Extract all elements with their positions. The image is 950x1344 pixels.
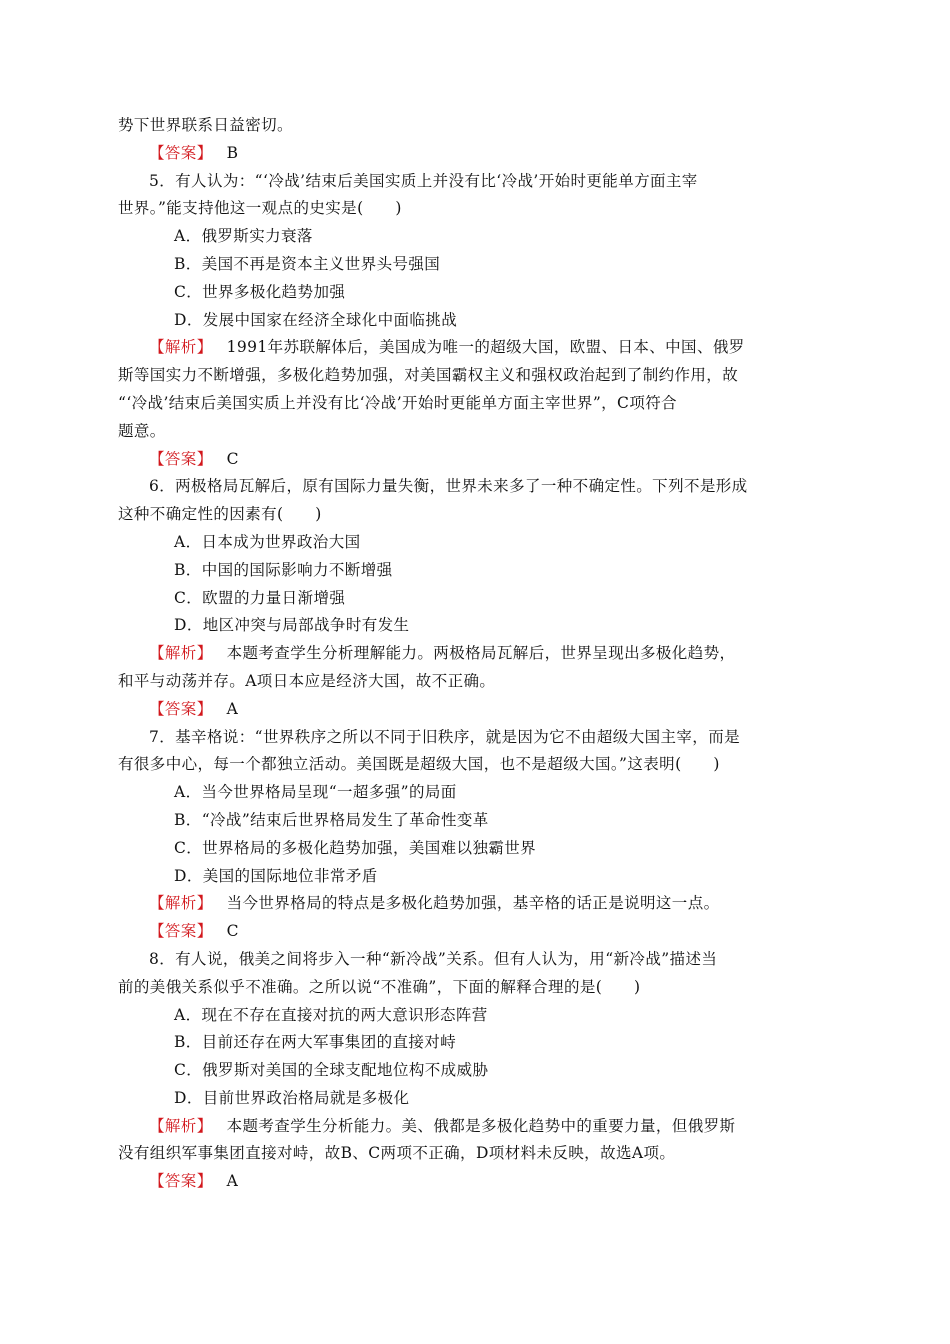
option-b: B．中国的国际影响力不断增强 xyxy=(174,560,393,579)
analysis-text: 本题考查学生分析理解能力。两极格局瓦解后，世界呈现出多极化趋势， xyxy=(226,644,736,663)
analysis-text: 本题考查学生分析能力。美、俄都是多极化趋势中的重要力量，但俄罗斯 xyxy=(226,1116,736,1135)
analysis-text: 题意。 xyxy=(118,421,166,440)
option-a: A．现在不存在直接对抗的两大意识形态阵营 xyxy=(174,1005,488,1024)
answer-value: C xyxy=(226,922,239,941)
answer-tag: 【答案】 xyxy=(149,143,213,162)
document-page xyxy=(118,112,808,1196)
option-c: C．世界格局的多极化趋势加强，美国难以独霸世界 xyxy=(174,838,537,857)
answer-4 xyxy=(118,140,808,168)
option-d: D．目前世界政治格局就是多极化 xyxy=(174,1088,410,1107)
answer-value: A xyxy=(226,699,239,718)
option-b: B．美国不再是资本主义世界头号强国 xyxy=(174,254,441,273)
option-b: B．目前还存在两大军事集团的直接对峙 xyxy=(174,1033,457,1052)
answer xyxy=(118,1168,808,1196)
question-5 xyxy=(118,168,808,474)
question-stem: 有很多中心，每一个都独立活动。美国既是超级大国，也不是超级大国。”这表明( ) xyxy=(118,755,720,774)
lead-line: 势下世界联系日益密切。 xyxy=(118,116,293,134)
answer xyxy=(118,696,808,724)
question-stem: 5．有人认为：“‘冷战’结束后美国实质上并没有比‘冷战’开始时更能单方面主宰 xyxy=(149,171,698,190)
analysis-tag: 【解析】 xyxy=(149,894,213,913)
question-stem: 这种不确定性的因素有( ) xyxy=(118,505,322,524)
answer xyxy=(118,918,808,946)
answer-tag: 【答案】 xyxy=(149,922,213,941)
analysis-tag: 【解析】 xyxy=(149,1116,213,1135)
answer-tag: 【答案】 xyxy=(149,449,213,468)
analysis-text: 斯等国实力不断增强，多极化趋势加强，对美国霸权主义和强权政治起到了制约作用，故 xyxy=(118,366,739,385)
analysis xyxy=(118,640,808,668)
option-c: C．俄罗斯对美国的全球支配地位构不成威胁 xyxy=(174,1061,489,1080)
analysis xyxy=(118,890,808,918)
answer-tag: 【答案】 xyxy=(149,699,213,718)
option-d: D．美国的国际地位非常矛盾 xyxy=(174,866,378,885)
option-a: A．日本成为世界政治大国 xyxy=(174,532,361,551)
option-a: A．俄罗斯实力衰落 xyxy=(174,227,313,246)
question-stem: 前的美俄关系似乎不准确。之所以说“不准确”，下面的解释合理的是( ) xyxy=(118,977,641,996)
answer xyxy=(118,446,808,474)
question-6 xyxy=(118,473,808,723)
question-stem: 7．基辛格说：“世界秩序之所以不同于旧秩序，就是因为它不由超级大国主宰，而是 xyxy=(149,727,740,746)
option-d: D．发展中国家在经济全球化中面临挑战 xyxy=(174,310,458,329)
answer-value: A xyxy=(226,1172,239,1191)
analysis xyxy=(118,1113,808,1141)
analysis-text: 1991年苏联解体后，美国成为唯一的超级大国，欧盟、日本、中国、俄罗 xyxy=(226,338,745,357)
option-b: B．“冷战”结束后世界格局发生了革命性变革 xyxy=(174,810,489,829)
option-a: A．当今世界格局呈现“一超多强”的局面 xyxy=(174,783,457,802)
analysis-text: 当今世界格局的特点是多极化趋势加强，基辛格的话正是说明这一点。 xyxy=(226,894,720,913)
question-8 xyxy=(118,946,808,1196)
analysis-text: “‘冷战’结束后美国实质上并没有比‘冷战’开始时更能单方面主宰世界”，C项符合 xyxy=(118,393,678,412)
analysis-text: 和平与动荡并存。A项日本应是经济大国，故不正确。 xyxy=(118,671,496,690)
option-d: D．地区冲突与局部战争时有发生 xyxy=(174,616,410,635)
question-stem: 8．有人说，俄美之间将步入一种“新冷战”关系。但有人认为，用“新冷战”描述当 xyxy=(149,949,718,968)
analysis-tag: 【解析】 xyxy=(149,338,213,357)
option-c: C．世界多极化趋势加强 xyxy=(174,282,346,301)
analysis-tag: 【解析】 xyxy=(149,644,213,663)
question-stem: 世界。”能支持他这一观点的史实是( ) xyxy=(118,199,402,218)
answer-value: B xyxy=(226,143,239,162)
question-7 xyxy=(118,724,808,946)
option-c: C．欧盟的力量日渐增强 xyxy=(174,588,346,607)
answer-value: C xyxy=(226,449,239,468)
analysis xyxy=(118,334,808,362)
answer-tag: 【答案】 xyxy=(149,1172,213,1191)
analysis-text: 没有组织军事集团直接对峙，故B、C两项不正确，D项材料未反映，故选A项。 xyxy=(118,1144,676,1163)
question-stem: 6．两极格局瓦解后，原有国际力量失衡，世界未来多了一种不确定性。下列不是形成 xyxy=(149,477,748,496)
